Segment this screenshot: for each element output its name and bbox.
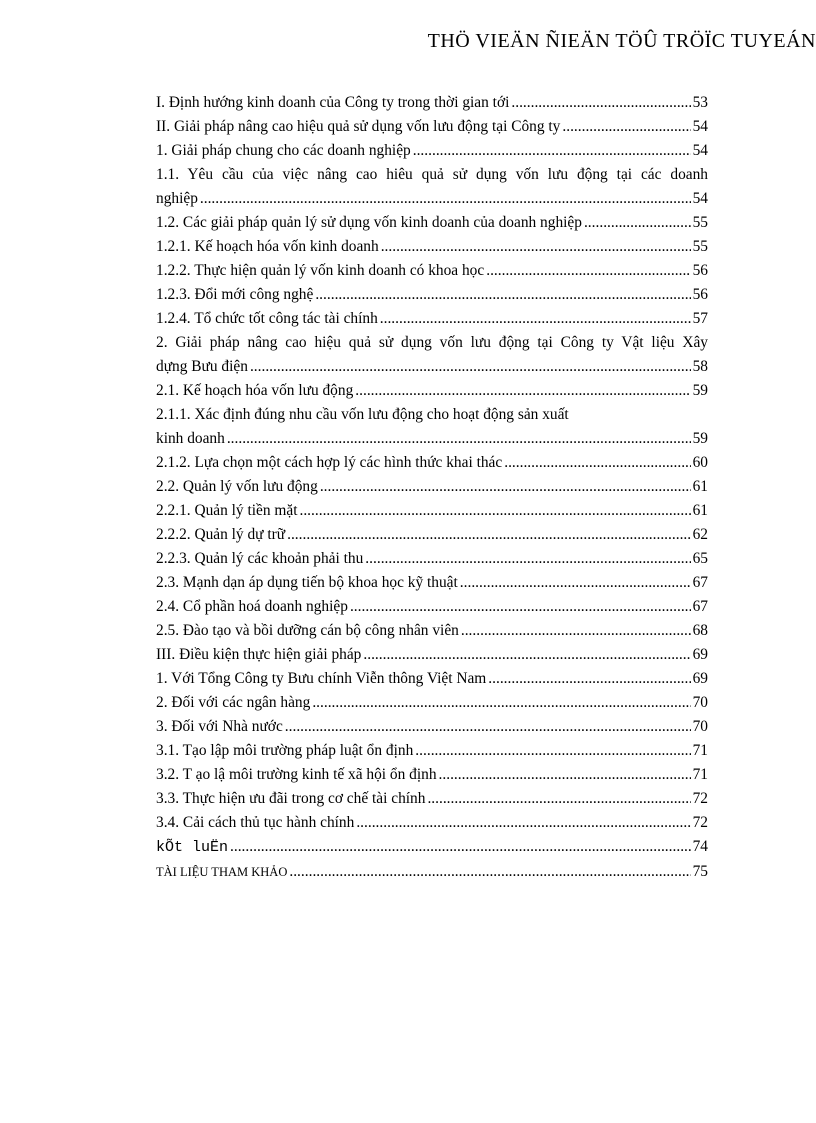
toc-entry-page: 59	[692, 430, 708, 447]
toc-entry	[156, 787, 708, 811]
table-of-contents	[156, 91, 708, 884]
toc-entry	[156, 619, 708, 643]
toc-entry-title: I. Định hướng kinh doanh của Công ty trong thời gian tới	[156, 94, 510, 111]
toc-entry	[156, 523, 708, 547]
dot-leader	[250, 355, 691, 379]
toc-entry-line1: 2.1.1. Xác định đúng nhu cầu vốn lưu động cho hoạt động sản xuất	[156, 406, 569, 423]
toc-entry-title: TÀI LIỆU THAM KHẢO	[156, 865, 288, 879]
toc-entry-page: 60	[692, 454, 708, 471]
toc-entry	[156, 739, 708, 763]
toc-entry	[156, 595, 708, 619]
toc-entry	[156, 835, 708, 860]
dot-leader	[312, 691, 690, 715]
toc-entry	[156, 91, 708, 115]
toc-entry-title: 2. Đối với các ngân hàng	[156, 694, 311, 711]
toc-entry-title: kÕt luËn	[156, 839, 229, 856]
toc-entry	[156, 667, 708, 691]
toc-entry-page: 57	[692, 310, 708, 327]
dot-leader	[488, 667, 690, 691]
toc-entry-title: 2.1.2. Lựa chọn một cách hợp lý các hình thức khai thác	[156, 454, 503, 471]
toc-entry	[156, 355, 708, 379]
toc-entry-page: 71	[692, 742, 708, 759]
toc-entry-page: 54	[692, 190, 708, 207]
toc-entry-page: 71	[692, 766, 708, 783]
toc-entry-page: 72	[692, 790, 708, 807]
toc-entry-page: 55	[692, 238, 708, 255]
toc-entry-page: 59	[692, 382, 708, 399]
toc-entry-title: 1. Với Tổng Công ty Bưu chính Viễn thông Việt Nam	[156, 670, 487, 687]
dot-leader	[439, 763, 691, 787]
toc-entry	[156, 691, 708, 715]
toc-entry-title: 2.4. Cổ phần hoá doanh nghiệp	[156, 598, 348, 615]
toc-entry-title: 2.1. Kế hoạch hóa vốn lưu động	[156, 382, 354, 399]
toc-entry-title: 3.3. Thực hiện ưu đãi trong cơ chế tài chính	[156, 790, 426, 807]
dot-leader	[486, 259, 690, 283]
dot-leader	[227, 427, 691, 451]
dot-leader	[230, 835, 691, 859]
toc-entry	[156, 499, 708, 523]
toc-entry	[156, 211, 708, 235]
toc-entry-page: 65	[692, 550, 708, 567]
toc-entry-title: dựng Bưu điện	[156, 358, 248, 375]
toc-entry-page: 55	[692, 214, 708, 231]
dot-leader	[415, 739, 690, 763]
dot-leader	[356, 811, 690, 835]
dot-leader	[365, 547, 690, 571]
toc-entry-title: 1.2.2. Thực hiện quản lý vốn kinh doanh có khoa học	[156, 262, 485, 279]
toc-entry	[156, 547, 708, 571]
toc-entry	[156, 475, 708, 499]
toc-entry-page: 67	[692, 598, 708, 615]
toc-entry	[156, 139, 708, 163]
dot-leader	[363, 643, 690, 667]
toc-entry-title: 2.2.2. Quản lý dự trữ	[156, 526, 286, 543]
toc-entry-page: 61	[692, 502, 708, 519]
dot-leader	[289, 860, 690, 884]
toc-entry	[156, 115, 708, 139]
toc-entry	[156, 259, 708, 283]
toc-entry-title: 3.4. Cải cách thủ tục hành chính	[156, 814, 355, 831]
toc-entry-title: III. Điều kiện thực hiện giải pháp	[156, 646, 362, 663]
dot-leader	[460, 571, 691, 595]
toc-entry-page: 72	[692, 814, 708, 831]
toc-entry-page: 58	[692, 358, 708, 375]
page-header: THÖ VIEÄN ÑIEÄN TÖÛ TRÖÏC TUYEÁN	[427, 30, 816, 52]
toc-entry	[156, 283, 708, 307]
toc-entry-title: 1.2.3. Đổi mới công nghệ	[156, 286, 314, 303]
dot-leader	[584, 211, 691, 235]
toc-entry	[156, 307, 708, 331]
toc-entry-page: 70	[692, 694, 708, 711]
toc-entry-page: 53	[692, 94, 708, 111]
toc-entry-page: 70	[692, 718, 708, 735]
toc-entry	[156, 811, 708, 835]
toc-entry-title: 2.2. Quản lý vốn lưu động	[156, 478, 318, 495]
dot-leader	[461, 619, 691, 643]
toc-entry-page: 61	[692, 478, 708, 495]
toc-entry-title: II. Giải pháp nâng cao hiệu quả sử dụng vốn lưu động tại Công ty	[156, 118, 561, 135]
toc-entry-title: 2.3. Mạnh dạn áp dụng tiến bộ khoa học kỹ thuật	[156, 574, 458, 591]
dot-leader	[299, 499, 690, 523]
toc-entry	[156, 643, 708, 667]
toc-entry	[156, 860, 708, 884]
toc-entry	[156, 715, 708, 739]
toc-entry	[156, 571, 708, 595]
toc-entry-title: 1.2.1. Kế hoạch hóa vốn kinh doanh	[156, 238, 379, 255]
toc-entry-page: 68	[692, 622, 708, 639]
toc-entry-page: 54	[692, 142, 708, 159]
toc-entry	[156, 187, 708, 211]
toc-entry-page: 74	[692, 838, 708, 855]
dot-leader	[380, 307, 691, 331]
dot-leader	[511, 91, 690, 115]
toc-entry-title: kinh doanh	[156, 430, 225, 447]
dot-leader	[562, 115, 690, 139]
toc-entry-page: 67	[692, 574, 708, 591]
toc-entry-title: 3. Đối với Nhà nước	[156, 718, 283, 735]
toc-entry	[156, 451, 708, 475]
toc-entry	[156, 235, 708, 259]
toc-entry-line1: 1.1. Yêu cầu của việc nâng cao hiêu quả sử dụng vốn lưu động tại các doanh	[156, 166, 708, 183]
dot-leader	[287, 523, 691, 547]
dot-leader	[320, 475, 691, 499]
dot-leader	[285, 715, 691, 739]
toc-entry-page: 62	[692, 526, 708, 543]
dot-leader	[355, 379, 690, 403]
toc-entry-title: 2.2.1. Quản lý tiền mặt	[156, 502, 298, 519]
dot-leader	[427, 787, 690, 811]
dot-leader	[381, 235, 691, 259]
toc-entry-title: 1.2.4. Tổ chức tốt công tác tài chính	[156, 310, 378, 327]
toc-entry-title: 3.2. T ạo lậ môi trường kinh tế xã hội ổn định	[156, 766, 437, 783]
toc-entry-title: 1. Giải pháp chung cho các doanh nghiệp	[156, 142, 411, 159]
toc-entry-page: 69	[692, 670, 708, 687]
toc-entry-title: 2.5. Đào tạo và bồi dưỡng cán bộ công nhân viên	[156, 622, 459, 639]
toc-entry	[156, 763, 708, 787]
toc-entry	[156, 379, 708, 403]
toc-entry-line1: 2. Giải pháp nâng cao hiệu quả sử dụng vốn lưu động tại Công ty Vật liệu Xây	[156, 334, 708, 351]
dot-leader	[200, 187, 691, 211]
toc-entry-page: 75	[692, 863, 708, 880]
toc-entry-page: 56	[692, 286, 708, 303]
toc-entry-title: 1.2. Các giải pháp quản lý sử dụng vốn kinh doanh của doanh nghiệp	[156, 214, 582, 231]
toc-entry-title: 2.2.3. Quản lý các khoản phải thu	[156, 550, 364, 567]
dot-leader	[413, 139, 691, 163]
toc-entry-title: 3.1. Tạo lập môi trường pháp luật ổn định	[156, 742, 414, 759]
dot-leader	[504, 451, 690, 475]
toc-entry-page: 56	[692, 262, 708, 279]
toc-entry-page: 54	[692, 118, 708, 135]
toc-entry-title: nghiệp	[156, 190, 198, 207]
toc-entry-page: 69	[692, 646, 708, 663]
toc-entry	[156, 427, 708, 451]
dot-leader	[350, 595, 691, 619]
dot-leader	[315, 283, 690, 307]
